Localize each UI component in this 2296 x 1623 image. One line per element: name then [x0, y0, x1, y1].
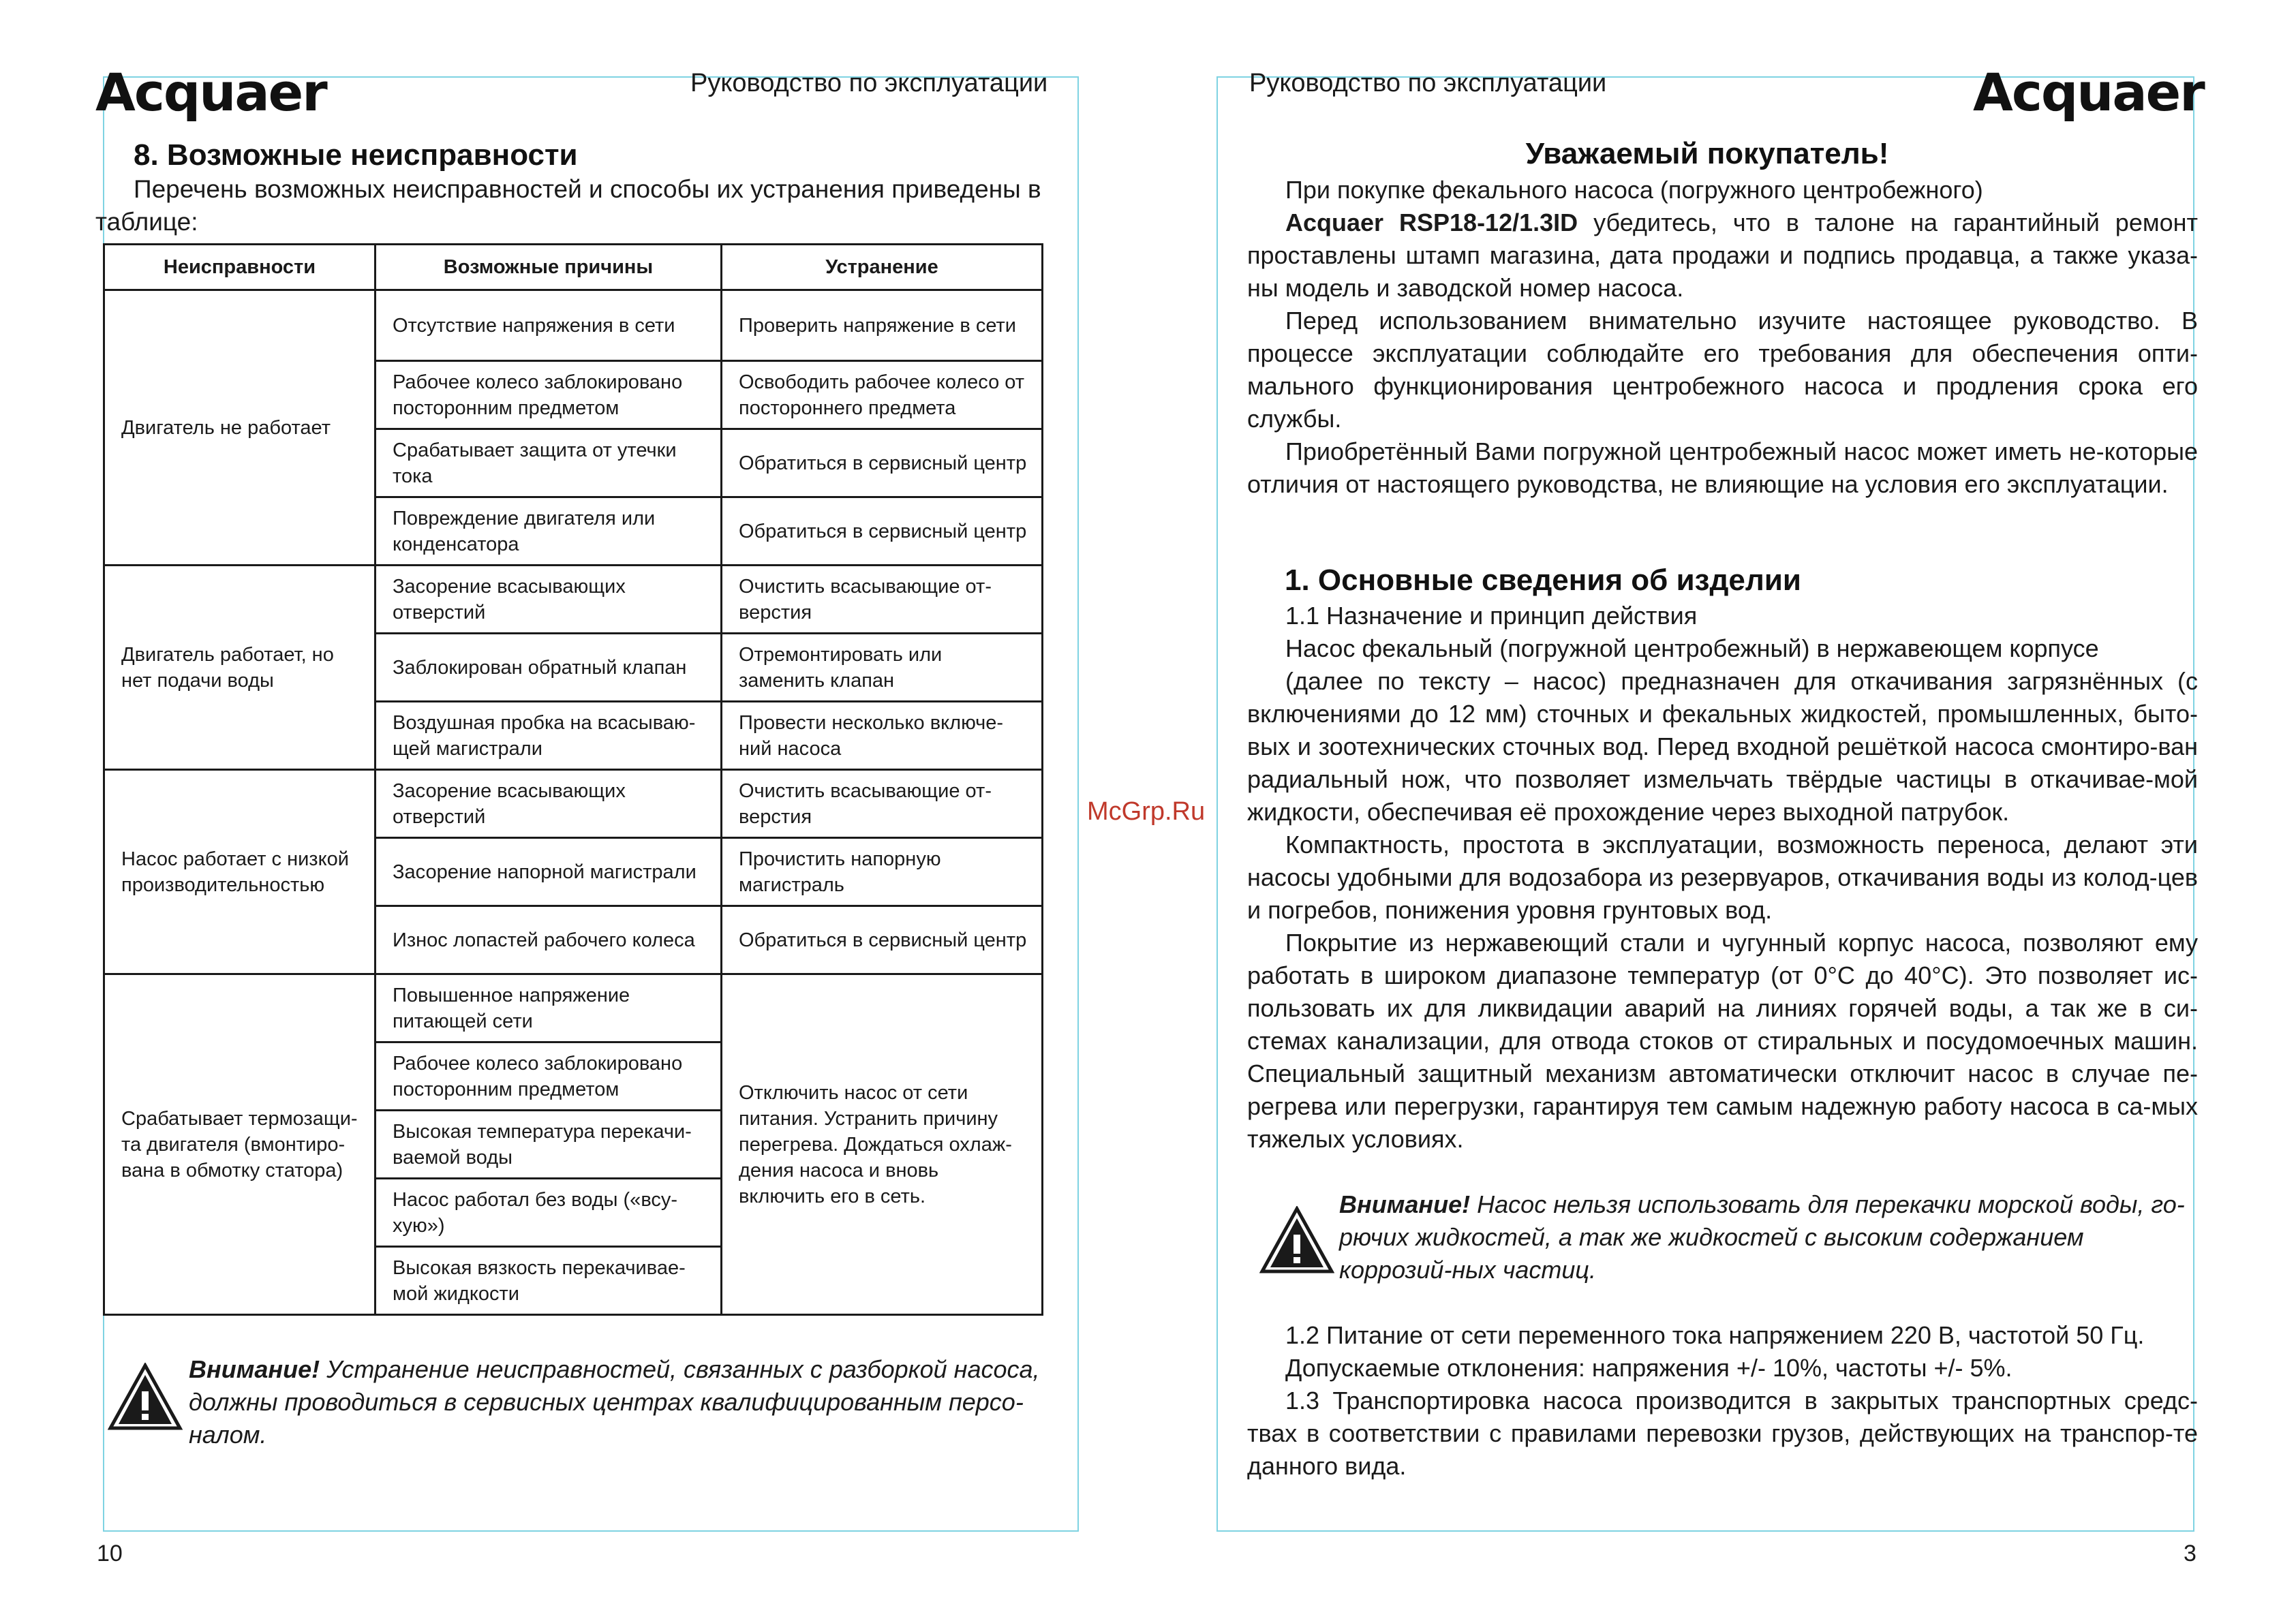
cause-cell: Заблокирован обратный клапан [376, 634, 722, 702]
paragraph: Допускаемые отклонения: напряжения +/- 10%, частоты +/- 5%. [1285, 1354, 2012, 1382]
paragraph: Покрытие из нержавеющий стали и чугунный корпус насоса, позволяют ему работать в широком диапазоне температур (от 0°С до 40°С). Это позволяет ис-пользовать их для ликвидации аварий на линиях горячей воды, а так же в си-стемах канализации, для отвода стоков от стиральных и посудомоечных машин. Специальный защитный механизм автоматически отключит насос в случае пе-регрева или перегрузки, гарантируя тем самым надежную работу насоса в са-мых тяжелых условиях. [1247, 929, 2198, 1153]
fix-cell: Провести несколько включе-ний насоса [722, 702, 1043, 770]
cause-cell: Износ лопастей рабочего колеса [376, 906, 722, 974]
table-row [104, 974, 1043, 1042]
fault-cell: Двигатель работает, но нет подачи воды [104, 566, 376, 770]
faults-table [103, 243, 1043, 1316]
cause-cell: Рабочее колесо заблокировано посторонним предметом [376, 361, 722, 429]
fix-cell: Очистить всасывающие от-верстия [722, 566, 1043, 634]
column-header: Неисправности [104, 245, 376, 290]
model-name: Acquaer RSP18-12/1.3ID [1285, 208, 1578, 236]
running-title: Руководство по эксплуатации [690, 69, 1048, 97]
paragraph: 1.3 Транспортировка насоса производится в закрытых транспортных средс-твах в соответствии с правилами перевозки грузов, действующих на транспор-те данного вида. [1247, 1387, 2198, 1480]
fix-cell: Обратиться в сервисный центр [722, 429, 1043, 497]
cause-cell: Отсутствие напряжения в сети [376, 290, 722, 361]
table-row [104, 566, 1043, 634]
warning-label: Внимание! [189, 1355, 320, 1383]
fix-cell: Обратиться в сервисный центр [722, 497, 1043, 566]
cause-cell: Повреждение двигателя или конденсатора [376, 497, 722, 566]
fix-cell: Отремонтировать или заменить клапан [722, 634, 1043, 702]
paragraph: (далее по тексту – насос) предназначен для откачивания загрязнённых (с включениями до 12 мм) сточных и фекальных жидкостей, промышленных, быто-вых и зоотехнических сточных вод. Перед входной решёткой насоса смонтиро-ван радиальный нож, что позволяет измельчать твёрдые частицы в откачивае-мой жидкости, обеспечивая её прохождение через выходной патрубок. [1247, 667, 2198, 826]
running-title: Руководство по эксплуатации [1249, 69, 1607, 97]
watermark: McGrp.Ru [1087, 797, 1206, 826]
fix-cell: Проверить напряжение в сети [722, 290, 1043, 361]
warning-body: Устранение неисправностей, связанных с разборкой насоса, должны проводиться в сервисных центрах квалифицированным персо-налом. [189, 1355, 1040, 1449]
intro-text: Перечень возможных неисправностей и способы их устранения приведены в таблице: [95, 175, 1041, 236]
warning-body: Насос нельзя использовать для перекачки морской воды, го-рючих жидкостей, а так же жидкостей с высоким содержанием коррозий-ных частиц. [1339, 1190, 2185, 1284]
column-header: Возможные причины [376, 245, 722, 290]
paragraph [1247, 174, 2198, 206]
subsection-title: 1.1 Назначение и принцип действия [1285, 602, 1698, 630]
paragraph: Приобретённый Вами погружной центробежный насос может иметь не-которые отличия от настоящего руководства, не влияющие на условия его эксплуатации. [1247, 437, 2198, 498]
fault-cell: Насос работает с низкой производительностью [104, 770, 376, 974]
paragraph: Перед использованием внимательно изучите настоящее руководство. В процессе эксплуатации соблюдайте его требования для обеспечения опти-мального функционирования центробежного насоса и продления срока его службы. [1247, 307, 2198, 433]
brand-logo: Acquaer [1973, 62, 2204, 123]
cause-cell: Повышенное напряжение питающей сети [376, 974, 722, 1042]
cause-cell: Засорение всасывающих отверстий [376, 770, 722, 838]
fix-cell: Освободить рабочее колесо от постороннего предмета [722, 361, 1043, 429]
fix-cell: Отключить насос от сети питания. Устранить причину перегрева. Дождаться охлаж-дения насоса и вновь включить его в сеть. [722, 974, 1043, 1315]
cause-cell: Воздушная пробка на всасываю-щей магистрали [376, 702, 722, 770]
fix-cell: Прочистить напорную магистраль [722, 838, 1043, 906]
table-header-row [104, 245, 1043, 290]
table-row [104, 770, 1043, 838]
section-title: 8. Возможные неисправности [134, 138, 578, 172]
cause-cell: Высокая вязкость перекачивае-мой жидкости [376, 1247, 722, 1315]
cause-cell: Засорение напорной магистрали [376, 838, 722, 906]
paragraph: Насос фекальный (погружной центробежный) в нержавеющем корпусе [1285, 634, 2099, 662]
paragraph-text: При покупке фекального насоса (погружного центробежного) [1285, 176, 1983, 204]
greeting-title: Уважаемый покупатель! [1525, 137, 1889, 170]
column-header: Устранение [722, 245, 1043, 290]
paragraph-text: убедитесь, что в талоне на гарантийный ремонт проставлены штамп магазина, дата продажи и подпись продавца, а также указа-ны модель и заводской номер насоса. [1247, 208, 2198, 302]
warning-icon [1259, 1206, 1334, 1274]
warning-icon [108, 1363, 183, 1431]
section-title: 1. Основные сведения об изделии [1285, 563, 1801, 597]
table-row [104, 290, 1043, 361]
page-number: 10 [97, 1541, 123, 1566]
cause-cell: Высокая температура перекачи-ваемой воды [376, 1111, 722, 1179]
page-number: 3 [2184, 1541, 2196, 1566]
paragraph: Компактность, простота в эксплуатации, возможность переноса, делают эти насосы удобными для водозабора из резервуаров, откачивания воды из колод-цев и погребов, понижения уровня грунтовых вод. [1247, 831, 2198, 924]
fault-cell: Срабатывает термозащи-та двигателя (вмонтиро-вана в обмотку статора) [104, 974, 376, 1315]
cause-cell: Засорение всасывающих отверстий [376, 566, 722, 634]
cause-cell: Срабатывает защита от утечки тока [376, 429, 722, 497]
brand-logo: Acquaer [95, 62, 326, 123]
fault-cell: Двигатель не работает [104, 290, 376, 566]
fix-cell: Очистить всасывающие от-верстия [722, 770, 1043, 838]
warning-label: Внимание! [1339, 1190, 1471, 1218]
paragraph: 1.2 Питание от сети переменного тока напряжением 220 В, частотой 50 Гц. [1285, 1321, 2145, 1349]
paragraph [1247, 206, 2198, 305]
warning-text [1339, 1188, 2199, 1286]
cause-cell: Рабочее колесо заблокировано посторонним предметом [376, 1042, 722, 1111]
cause-cell: Насос работал без воды («всу-хую») [376, 1179, 722, 1247]
warning-text [189, 1353, 1049, 1451]
fix-cell: Обратиться в сервисный центр [722, 906, 1043, 974]
